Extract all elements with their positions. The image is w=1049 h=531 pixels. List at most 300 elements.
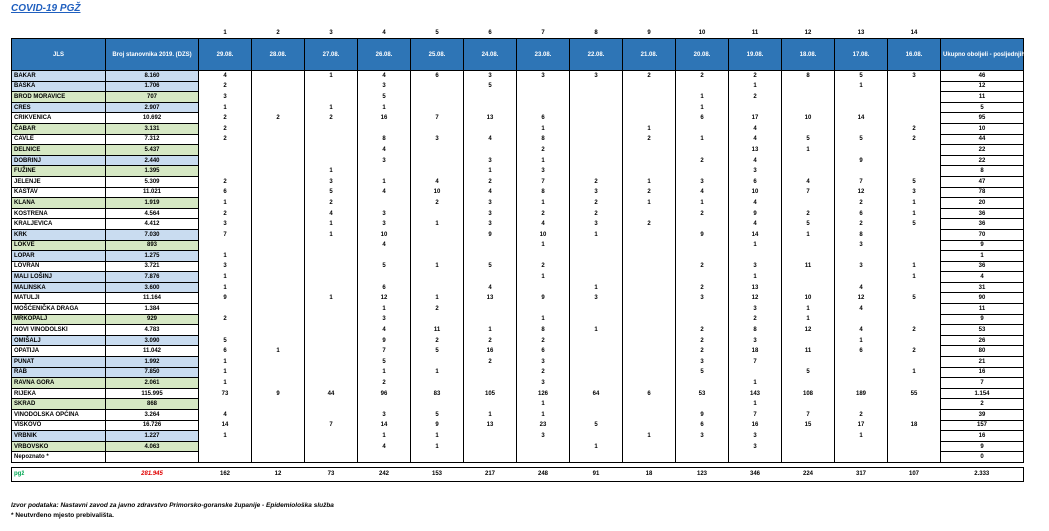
case-count	[782, 431, 835, 442]
column-number: 12	[804, 30, 812, 36]
case-count	[888, 304, 941, 315]
case-count	[252, 155, 305, 166]
column-number: 10	[698, 30, 706, 36]
case-count	[782, 92, 835, 103]
row-total: 90	[941, 293, 1024, 304]
case-count: 1	[252, 346, 305, 357]
case-count	[623, 399, 676, 410]
case-count	[782, 155, 835, 166]
case-count: 13	[729, 145, 782, 156]
municipality-name: FUŽINE	[12, 166, 106, 177]
case-count: 5	[888, 293, 941, 304]
municipality-name: MATULJI	[12, 293, 106, 304]
case-count	[411, 399, 464, 410]
case-count	[835, 166, 888, 177]
table-row	[12, 261, 1024, 272]
case-count: 4	[782, 176, 835, 187]
summary-count: 346	[729, 467, 782, 481]
case-count	[570, 314, 623, 325]
case-count	[888, 282, 941, 293]
case-count	[464, 123, 517, 134]
row-total: 36	[941, 219, 1024, 230]
case-count	[888, 378, 941, 389]
case-count	[464, 272, 517, 283]
case-count: 3	[888, 187, 941, 198]
summary-count: 107	[888, 467, 941, 481]
case-count: 2	[411, 335, 464, 346]
case-count	[782, 452, 835, 463]
case-count: 5	[782, 219, 835, 230]
case-count: 2	[835, 219, 888, 230]
case-count: 2	[570, 208, 623, 219]
column-number: 4	[382, 30, 386, 36]
case-count	[835, 251, 888, 262]
case-count: 4	[305, 208, 358, 219]
population-value: 4.412	[106, 219, 199, 230]
case-count	[252, 293, 305, 304]
case-count	[305, 251, 358, 262]
case-count	[570, 134, 623, 145]
case-count	[252, 92, 305, 103]
case-count: 3	[888, 71, 941, 82]
case-count	[305, 282, 358, 293]
source-footnote: Izvor podataka: Nastavni zavod za javno zdravstvo Primorsko-goranske županije - Epidemiološka služba	[11, 502, 334, 509]
summary-count: 91	[570, 467, 623, 481]
case-count	[623, 378, 676, 389]
case-count: 44	[305, 388, 358, 399]
case-count	[888, 81, 941, 92]
case-count	[305, 452, 358, 463]
case-count	[888, 113, 941, 124]
case-count: 3	[464, 155, 517, 166]
case-count	[570, 357, 623, 368]
case-count: 6	[835, 208, 888, 219]
header-date: 16.08.	[888, 39, 941, 71]
case-count	[623, 420, 676, 431]
case-count: 14	[729, 229, 782, 240]
summary-count: 153	[411, 467, 464, 481]
case-count: 9	[676, 410, 729, 421]
table-row	[12, 71, 1024, 82]
municipality-name: MALI LOŠINJ	[12, 272, 106, 283]
case-count	[623, 325, 676, 336]
row-total: 8	[941, 166, 1024, 177]
column-number-row	[12, 28, 1024, 39]
case-count	[252, 71, 305, 82]
case-count: 2	[676, 71, 729, 82]
column-number: 8	[594, 30, 598, 36]
municipality-name: KRALJEVICA	[12, 219, 106, 230]
case-count	[252, 81, 305, 92]
case-count	[517, 304, 570, 315]
case-count: 4	[835, 304, 888, 315]
row-total: 47	[941, 176, 1024, 187]
case-count: 14	[358, 420, 411, 431]
case-count: 6	[676, 113, 729, 124]
case-count: 1	[729, 240, 782, 251]
case-count: 1	[199, 251, 252, 262]
case-count: 3	[570, 219, 623, 230]
case-count: 4	[464, 134, 517, 145]
case-count	[358, 272, 411, 283]
row-total: 1	[941, 251, 1024, 262]
case-count: 2	[464, 335, 517, 346]
case-count: 73	[199, 388, 252, 399]
case-count	[623, 81, 676, 92]
case-count: 1	[464, 410, 517, 421]
case-count	[729, 102, 782, 113]
municipality-name: NOVI VINODOLSKI	[12, 325, 106, 336]
case-count: 6	[517, 346, 570, 357]
municipality-name: OMIŠALJ	[12, 335, 106, 346]
case-count: 3	[729, 431, 782, 442]
case-count	[623, 102, 676, 113]
case-count: 1	[623, 123, 676, 134]
case-count: 7	[729, 357, 782, 368]
case-count	[835, 378, 888, 389]
case-count: 4	[358, 71, 411, 82]
case-count	[411, 378, 464, 389]
case-count: 2	[517, 145, 570, 156]
case-count	[252, 187, 305, 198]
case-count: 7	[835, 176, 888, 187]
case-count: 4	[199, 71, 252, 82]
case-count	[570, 145, 623, 156]
row-total: 0	[941, 452, 1024, 463]
municipality-name: MOŠĆENIČKA DRAGA	[12, 304, 106, 315]
case-count: 11	[782, 261, 835, 272]
case-count: 1	[570, 229, 623, 240]
case-count	[517, 251, 570, 262]
row-total: 26	[941, 335, 1024, 346]
table-row	[12, 219, 1024, 230]
case-count	[411, 208, 464, 219]
case-count	[464, 304, 517, 315]
case-count: 3	[464, 219, 517, 230]
population-value: 11.042	[106, 346, 199, 357]
case-count: 4	[517, 219, 570, 230]
municipality-name: ČAVLE	[12, 134, 106, 145]
case-count: 5	[411, 410, 464, 421]
case-count	[570, 452, 623, 463]
case-count: 5	[411, 346, 464, 357]
header-date: 27.08.	[305, 39, 358, 71]
case-count: 3	[570, 187, 623, 198]
case-count	[623, 367, 676, 378]
case-count	[570, 378, 623, 389]
table-row	[12, 240, 1024, 251]
table-row	[12, 378, 1024, 389]
header-date: 23.08.	[517, 39, 570, 71]
case-count: 17	[835, 420, 888, 431]
case-count	[517, 441, 570, 452]
case-count	[676, 272, 729, 283]
column-number: 11	[751, 30, 759, 36]
case-count: 3	[464, 198, 517, 209]
case-count	[305, 367, 358, 378]
case-count	[623, 335, 676, 346]
case-count	[782, 240, 835, 251]
municipality-name: KLANA	[12, 198, 106, 209]
case-count	[411, 145, 464, 156]
summary-total: 2.333	[941, 467, 1024, 481]
case-count: 3	[835, 261, 888, 272]
case-count: 5	[782, 134, 835, 145]
row-total: 2	[941, 399, 1024, 410]
case-count: 1	[305, 71, 358, 82]
case-count: 6	[729, 176, 782, 187]
population-value: 929	[106, 314, 199, 325]
case-count: 3	[835, 240, 888, 251]
municipality-name: MALINSKA	[12, 282, 106, 293]
case-count: 4	[729, 219, 782, 230]
case-count: 2	[199, 176, 252, 187]
row-total: 7	[941, 378, 1024, 389]
population-value: 707	[106, 92, 199, 103]
population-value: 868	[106, 399, 199, 410]
case-count: 2	[199, 208, 252, 219]
case-count	[305, 410, 358, 421]
case-count	[411, 123, 464, 134]
case-count	[464, 314, 517, 325]
municipality-name: LOPAR	[12, 251, 106, 262]
case-count: 12	[729, 293, 782, 304]
case-count	[411, 240, 464, 251]
case-count	[570, 367, 623, 378]
summary-count: 73	[305, 467, 358, 481]
case-count: 7	[782, 187, 835, 198]
case-count: 3	[729, 166, 782, 177]
population-value: 3.264	[106, 410, 199, 421]
case-count	[888, 166, 941, 177]
row-total: 10	[941, 123, 1024, 134]
row-total: 157	[941, 420, 1024, 431]
population-value: 115.995	[106, 388, 199, 399]
table-row	[12, 208, 1024, 219]
case-count	[464, 92, 517, 103]
case-count: 5	[888, 219, 941, 230]
case-count: 2	[252, 113, 305, 124]
case-count: 9	[676, 229, 729, 240]
table-row	[12, 145, 1024, 156]
case-count: 4	[729, 155, 782, 166]
case-count	[888, 335, 941, 346]
case-count: 1	[358, 176, 411, 187]
municipality-name: SKRAD	[12, 399, 106, 410]
case-count: 13	[729, 282, 782, 293]
case-count: 3	[729, 441, 782, 452]
case-count: 5	[199, 335, 252, 346]
case-count	[252, 378, 305, 389]
population-value: 4.783	[106, 325, 199, 336]
case-count	[411, 357, 464, 368]
municipality-name: RIJEKA	[12, 388, 106, 399]
population-value: 1.275	[106, 251, 199, 262]
case-count	[464, 441, 517, 452]
row-total: 9	[941, 240, 1024, 251]
case-count	[411, 81, 464, 92]
header-date: 17.08.	[835, 39, 888, 71]
row-total: 31	[941, 282, 1024, 293]
case-count: 1	[358, 304, 411, 315]
header-population: Broj stanovnika 2019. (DZS)	[106, 39, 199, 71]
case-count	[570, 113, 623, 124]
case-count	[464, 431, 517, 442]
case-count: 1	[411, 367, 464, 378]
case-count	[623, 240, 676, 251]
case-count	[623, 92, 676, 103]
case-count	[623, 155, 676, 166]
table-row	[12, 441, 1024, 452]
case-count: 4	[358, 240, 411, 251]
case-count: 2	[411, 304, 464, 315]
case-count: 1	[729, 272, 782, 283]
case-count: 4	[729, 198, 782, 209]
case-count	[305, 325, 358, 336]
case-count	[835, 367, 888, 378]
case-count	[411, 155, 464, 166]
case-count: 2	[199, 81, 252, 92]
case-count: 1	[676, 102, 729, 113]
population-value: 11.164	[106, 293, 199, 304]
case-count	[888, 399, 941, 410]
case-count: 5	[464, 261, 517, 272]
case-count: 1	[782, 304, 835, 315]
case-count	[570, 346, 623, 357]
table-row	[12, 251, 1024, 262]
case-count: 1	[835, 81, 888, 92]
case-count: 5	[570, 420, 623, 431]
case-count: 1	[729, 81, 782, 92]
case-count	[464, 378, 517, 389]
municipality-name: CRIKVENICA	[12, 113, 106, 124]
case-count: 2	[517, 261, 570, 272]
case-count	[411, 282, 464, 293]
case-count	[358, 399, 411, 410]
header-date: 28.08.	[252, 39, 305, 71]
case-count: 2	[517, 208, 570, 219]
case-count	[676, 145, 729, 156]
case-count: 3	[729, 335, 782, 346]
municipality-name: LOKVE	[12, 240, 106, 251]
case-count: 3	[358, 410, 411, 421]
case-count: 3	[358, 208, 411, 219]
header-date: 18.08.	[782, 39, 835, 71]
case-count	[623, 441, 676, 452]
case-count	[252, 282, 305, 293]
table-row	[12, 176, 1024, 187]
case-count: 7	[411, 113, 464, 124]
case-count	[358, 123, 411, 134]
case-count: 1	[888, 272, 941, 283]
case-count: 4	[835, 325, 888, 336]
row-total: 22	[941, 155, 1024, 166]
table-row	[12, 81, 1024, 92]
case-count: 18	[888, 420, 941, 431]
case-count: 5	[835, 71, 888, 82]
column-number: 14	[910, 30, 918, 36]
case-count	[305, 357, 358, 368]
case-count: 1	[729, 399, 782, 410]
case-count: 1	[305, 219, 358, 230]
case-count	[570, 410, 623, 421]
row-total: 11	[941, 304, 1024, 315]
case-count: 1	[835, 335, 888, 346]
case-count	[199, 145, 252, 156]
case-count: 2	[676, 325, 729, 336]
summary-population: 281.945	[106, 467, 199, 481]
case-count: 2	[623, 134, 676, 145]
case-count	[623, 208, 676, 219]
population-value: 2.907	[106, 102, 199, 113]
case-count: 2	[676, 346, 729, 357]
case-count: 6	[676, 420, 729, 431]
case-count: 2	[888, 134, 941, 145]
case-count	[888, 410, 941, 421]
case-count	[570, 399, 623, 410]
population-value: 5.309	[106, 176, 199, 187]
case-count	[305, 272, 358, 283]
case-count	[782, 378, 835, 389]
case-count: 15	[782, 420, 835, 431]
case-count: 55	[888, 388, 941, 399]
case-count	[782, 123, 835, 134]
case-count: 1	[517, 314, 570, 325]
case-count: 3	[199, 219, 252, 230]
case-count	[623, 229, 676, 240]
case-count: 1	[676, 134, 729, 145]
population-value: 3.721	[106, 261, 199, 272]
case-count: 1	[623, 431, 676, 442]
case-count: 7	[199, 229, 252, 240]
column-number: 9	[647, 30, 651, 36]
case-count	[199, 166, 252, 177]
row-total: 78	[941, 187, 1024, 198]
case-count: 13	[464, 293, 517, 304]
case-count: 4	[358, 441, 411, 452]
summary-count: 123	[676, 467, 729, 481]
page-title: COVID-19 PGŽ	[11, 3, 81, 14]
case-count	[623, 293, 676, 304]
case-count	[676, 81, 729, 92]
column-number: 6	[488, 30, 492, 36]
header-date: 22.08.	[570, 39, 623, 71]
case-count: 7	[517, 176, 570, 187]
case-count: 1	[199, 431, 252, 442]
case-count	[782, 102, 835, 113]
case-count	[570, 92, 623, 103]
summary-count: 18	[623, 467, 676, 481]
case-count: 8	[782, 71, 835, 82]
municipality-name: RAVNA GORA	[12, 378, 106, 389]
case-count	[888, 102, 941, 113]
case-count: 9	[199, 293, 252, 304]
case-count: 14	[835, 113, 888, 124]
case-count	[782, 441, 835, 452]
case-count: 2	[358, 378, 411, 389]
population-value: 7.876	[106, 272, 199, 283]
case-count	[570, 261, 623, 272]
case-count	[305, 155, 358, 166]
municipality-name: KASTAV	[12, 187, 106, 198]
case-count: 1	[411, 441, 464, 452]
blank-cell	[941, 28, 1024, 39]
case-count: 96	[358, 388, 411, 399]
municipality-name: ČABAR	[12, 123, 106, 134]
case-count	[517, 92, 570, 103]
column-number: 13	[857, 30, 865, 36]
case-count: 2	[199, 123, 252, 134]
